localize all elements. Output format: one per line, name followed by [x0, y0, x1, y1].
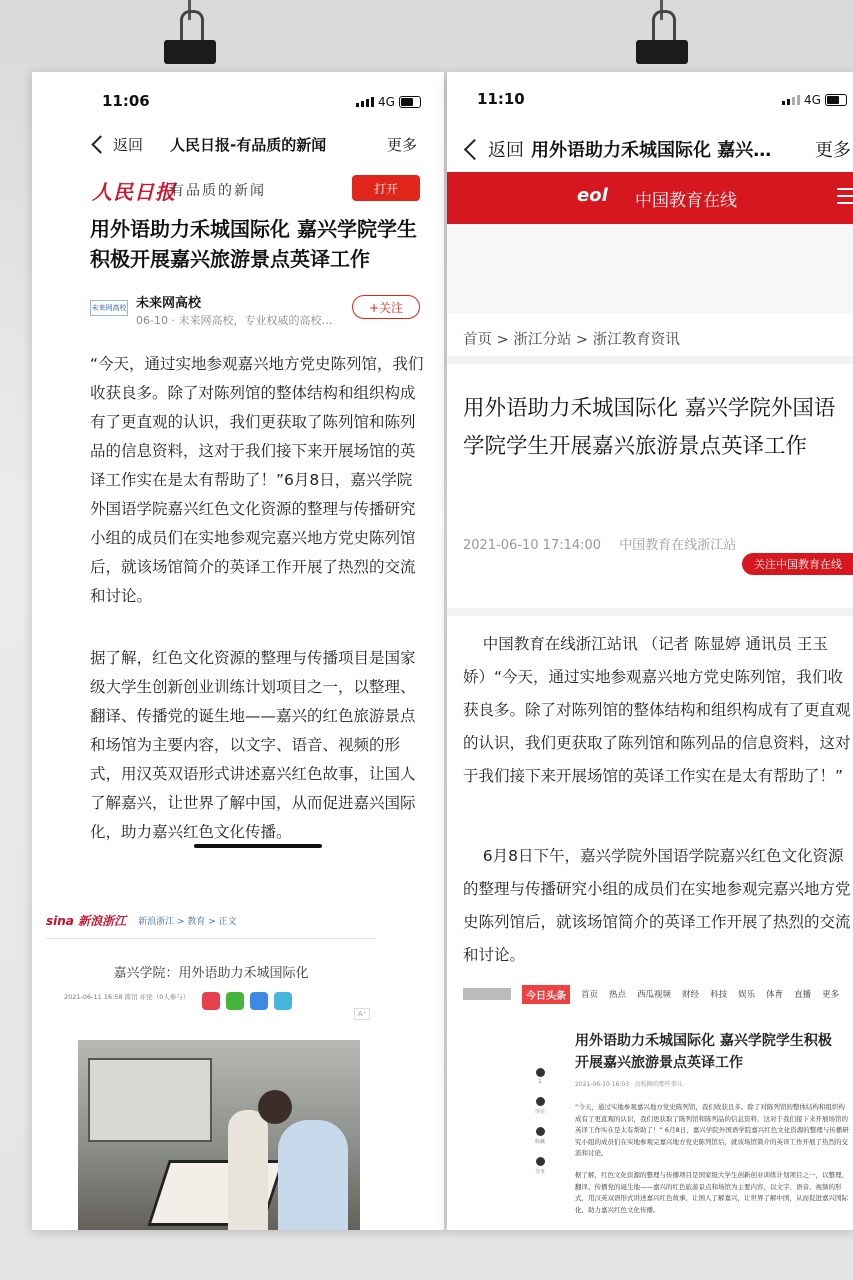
toutiao-paragraph: 据了解，红色文化资源的整理与传播项目是国家级大学生创新创业训练计划项目之一，以整理、翻译、传播党的诞生地——嘉兴的红色旅游景点和场馆为主要内容，以文字、语音、视频的形式，用汉英双语形式讲述嘉兴红色故事，让国人了解嘉兴，让世界了解中国，从而促进嘉兴国际化，助力嘉兴红色文化传播。: [575, 1171, 848, 1214]
like-icon[interactable]: [536, 1068, 545, 1077]
toutiao-nav: [463, 984, 853, 1004]
back-label: 返回: [113, 135, 144, 154]
nav-item[interactable]: 体育: [766, 990, 784, 1000]
divider: [46, 938, 376, 939]
nav-item[interactable]: 科技: [710, 990, 728, 1000]
weibo-share-icon[interactable]: [202, 992, 220, 1010]
follow-button[interactable]: +关注: [352, 295, 420, 319]
chevron-left-icon: [91, 135, 109, 153]
open-app-button[interactable]: 打开: [352, 175, 420, 201]
divider: [447, 356, 853, 364]
nav-item[interactable]: 西瓜视频: [637, 990, 672, 1000]
status-time: 11:10: [477, 90, 525, 108]
rmrb-logo: 人民日报: [92, 180, 176, 204]
toutiao-paragraph: “今天，通过实地参观嘉兴地方党史陈列馆，我们收获良多。除了对陈列馆的整体结构和组织构成有了更直观的认识，我们更获取了陈列馆和陈列品的信息资料，这对于我们接下来开展场馆的英译工作实在是太有帮助了！” 6月8日，嘉兴学院外国语学院嘉兴红色文化资源的整理与传播研究小组的成员们在实地参观完嘉兴地方党史陈列馆后，就该场馆简介的英译工作开展了热烈的交流和讨论。: [575, 1103, 849, 1157]
article-meta: [463, 534, 736, 553]
home-indicator: [194, 844, 322, 848]
article-paragraph: 6月8日下午，嘉兴学院外国语学院嘉兴红色文化资源的整理与传播研究小组的成员们在实地参观完嘉兴地方党史陈列馆后，就该场馆简介的英译工作开展了热烈的交流和讨论。: [463, 847, 851, 964]
nav-bar: [447, 136, 853, 162]
signal-icon: [782, 95, 800, 105]
favorite-label: 收藏: [534, 1139, 545, 1145]
back-button[interactable]: [467, 136, 524, 162]
network-label: 4G: [378, 95, 395, 109]
qq-share-icon[interactable]: [250, 992, 268, 1010]
article-photo: [78, 1040, 360, 1230]
article-title: 用外语助力禾城国际化 嘉兴学院学生积极开展嘉兴旅游景点英译工作: [90, 217, 417, 271]
binder-clip-right: [636, 10, 688, 66]
breadcrumb[interactable]: 首页 > 浙江分站 > 浙江教育资讯: [463, 332, 680, 348]
star-icon[interactable]: [536, 1127, 545, 1136]
left-printout: [32, 72, 444, 1230]
nav-title: 人民日报-有品质的新闻: [170, 135, 327, 154]
divider: [447, 608, 853, 616]
header-spacer: [447, 224, 853, 314]
toutiao-meta: 2021-06-10 16:03 · 高校圈的那些事儿: [575, 1081, 683, 1088]
battery-icon: [399, 96, 421, 108]
more-share-icon[interactable]: [274, 992, 292, 1010]
network-label: 4G: [804, 93, 821, 107]
publisher: 中国教育在线浙江站: [619, 538, 737, 553]
nav-item[interactable]: 热点: [609, 990, 627, 1000]
binder-clip-left: [164, 10, 216, 66]
status-signal: [356, 95, 421, 109]
toutiao-side-actions: [533, 1056, 547, 1175]
back-button[interactable]: [94, 134, 143, 155]
eol-logo: eol: [577, 185, 608, 206]
sina-logo: sina 新浪浙江: [46, 914, 127, 928]
rmrb-slogan: 有品质的新闻: [170, 183, 266, 199]
comment-icon[interactable]: [536, 1097, 545, 1106]
sina-breadcrumb[interactable]: 新浪浙江 > 教育 > 正文: [138, 917, 237, 927]
menu-icon[interactable]: [837, 188, 853, 209]
source-meta: 06-10 · 未来网高校，专业权威的高校…: [136, 314, 333, 327]
status-signal: [782, 93, 847, 107]
share-icon[interactable]: [536, 1157, 545, 1166]
signal-icon: [356, 97, 374, 107]
site-name: 中国教育在线: [635, 191, 737, 211]
sina-header: [46, 912, 237, 929]
article-paragraph: “今天，通过实地参观嘉兴地方党史陈列馆，我们收获良多。除了对陈列馆的整体结构和组织构成有了更直观的认识，我们更获取了陈列馆和陈列品的信息资料，这对于我们接下来开展场馆的英译工作实在是太有帮助了！”6月8日，嘉兴学院外国语学院嘉兴红色文化资源的整理与传播研究小组的成员们在实地参观完嘉兴地方党史陈列馆后，就该场馆简介的英译工作开展了热烈的交流和讨论。: [90, 355, 424, 605]
more-button[interactable]: 更多: [815, 140, 851, 161]
source-name[interactable]: 未来网高校: [136, 296, 202, 311]
article-paragraph: 据了解，红色文化资源的整理与传播项目是国家级大学生创新创业训练计划项目之一，以整理、翻译、传播党的诞生地——嘉兴的红色旅游景点和场馆为主要内容，以文字、语音、视频的形式，用汉英双语形式讲述嘉兴红色故事，让国人了解嘉兴，让世界了解中国，从而促进嘉兴国际化，助力嘉兴红色文化传播。: [90, 649, 416, 841]
nav-item[interactable]: 直播: [794, 990, 812, 1000]
publish-date: 2021-06-10 17:14:00: [463, 538, 602, 553]
site-header: [447, 172, 853, 224]
nav-bar: [32, 132, 444, 156]
article-paragraph: 中国教育在线浙江站讯 （记者 陈显婷 通讯员 王玉娇）“今天，通过实地参观嘉兴地方党史陈列馆，我们收获良多。除了对陈列馆的整体结构和组织构成有了更直观的认识，我们更获取了陈列馆和陈列品的信息资料，这对于我们接下来开展场馆的英译工作实在是太有帮助了！”: [463, 635, 851, 785]
comment-label: 评论: [534, 1109, 545, 1115]
toutiao-banner-image: [463, 988, 511, 1000]
share-label: 分享: [534, 1169, 545, 1175]
toutiao-logo: 今日头条: [522, 985, 570, 1004]
more-button[interactable]: 更多: [387, 135, 418, 154]
source-logo: 未来网高校: [90, 300, 128, 316]
article-title: 用外语助力禾城国际化 嘉兴学院外国语学院学生开展嘉兴旅游景点英译工作: [463, 396, 836, 459]
sina-title: 嘉兴学院：用外语助力禾城国际化: [113, 966, 309, 981]
battery-icon: [825, 94, 847, 106]
status-time: 11:06: [102, 92, 150, 110]
nav-item[interactable]: 首页: [581, 990, 599, 1000]
sina-meta: 2021-06-11 16:58 简讯 评论（0人参与）: [64, 993, 190, 1001]
follow-button[interactable]: 关注中国教育在线: [742, 553, 853, 575]
right-printout: [447, 72, 853, 1230]
back-label: 返回: [488, 140, 524, 161]
wechat-share-icon[interactable]: [226, 992, 244, 1010]
font-size-button[interactable]: A⁺: [354, 1008, 370, 1020]
chevron-left-icon: [464, 138, 485, 159]
toutiao-title: 用外语助力禾城国际化 嘉兴学院学生积极开展嘉兴旅游景点英译工作: [575, 1033, 832, 1071]
nav-item[interactable]: 更多: [822, 990, 840, 1000]
nav-item[interactable]: 娱乐: [738, 990, 756, 1000]
nav-title: 用外语助力禾城国际化 嘉兴…: [531, 140, 772, 161]
nav-item[interactable]: 财经: [682, 990, 700, 1000]
like-count: 1: [538, 1079, 542, 1085]
